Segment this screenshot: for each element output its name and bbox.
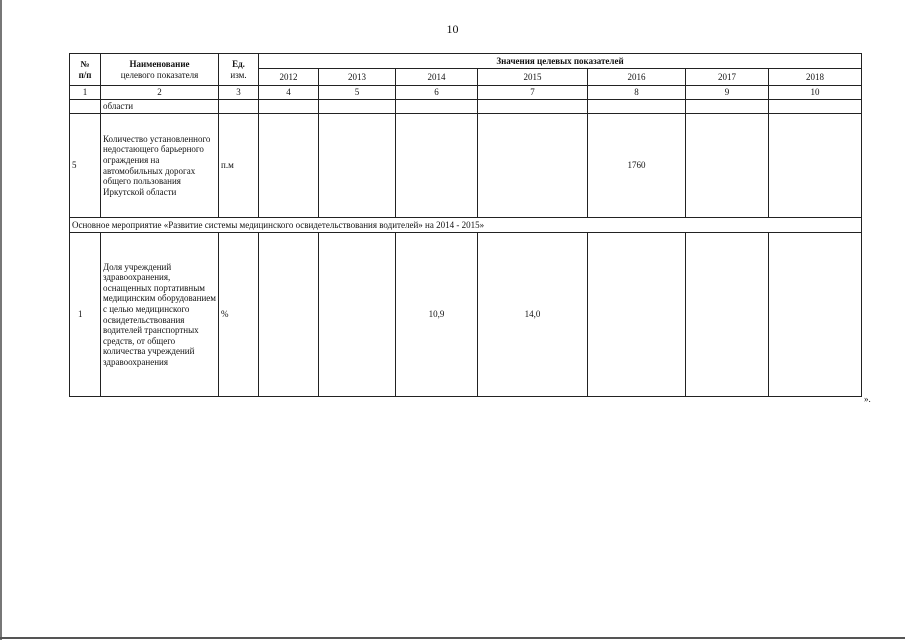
header-name-line1: Наименование bbox=[129, 58, 190, 69]
page-number: 10 bbox=[446, 22, 459, 36]
colnum-10: 10 bbox=[769, 86, 862, 100]
value-2017 bbox=[686, 114, 769, 218]
row-number: 5 bbox=[70, 114, 101, 218]
value-2013 bbox=[319, 233, 396, 397]
year-2017: 2017 bbox=[686, 69, 769, 86]
scan-bottom-edge bbox=[0, 637, 905, 639]
target-indicators-table bbox=[69, 53, 862, 397]
value-2018 bbox=[769, 114, 862, 218]
header-unit bbox=[219, 54, 259, 86]
row-number: 1 bbox=[70, 233, 101, 397]
indicator-unit: % bbox=[219, 233, 259, 397]
value-2013 bbox=[319, 114, 396, 218]
value-2016: 1760 bbox=[588, 114, 686, 218]
header-row-top bbox=[70, 54, 862, 69]
continuation-row bbox=[70, 100, 862, 114]
colnum-9: 9 bbox=[686, 86, 769, 100]
year-2013: 2013 bbox=[319, 69, 396, 86]
table-row bbox=[70, 114, 862, 218]
value-2015 bbox=[478, 114, 588, 218]
header-name-line2: целевого показателя bbox=[120, 69, 199, 80]
value-2014 bbox=[396, 114, 478, 218]
value-2012 bbox=[259, 233, 319, 397]
indicator-name: Количество установленного недостающего барьерного ограждения на автомобильных дорогах общего пользования Иркутской области bbox=[101, 114, 219, 218]
header-number bbox=[70, 54, 101, 86]
value-2018 bbox=[769, 233, 862, 397]
colnum-5: 5 bbox=[319, 86, 396, 100]
value-2016 bbox=[588, 233, 686, 397]
colnum-4: 4 bbox=[259, 86, 319, 100]
colnum-1: 1 bbox=[70, 86, 101, 100]
value-2012 bbox=[259, 114, 319, 218]
colnum-7: 7 bbox=[478, 86, 588, 100]
scan-left-edge bbox=[0, 0, 2, 640]
section-title: Основное мероприятие «Развитие системы медицинского освидетельствования водителей» на 2014 - 2015» bbox=[70, 218, 862, 233]
header-number-line2: п/п bbox=[78, 69, 92, 80]
closing-quote-mark: ». bbox=[864, 394, 871, 404]
value-2015: 14,0 bbox=[478, 233, 588, 397]
table-row bbox=[70, 233, 862, 397]
indicator-unit: п.м bbox=[219, 114, 259, 218]
value-2017 bbox=[686, 233, 769, 397]
section-row bbox=[70, 218, 862, 233]
value-2014: 10,9 bbox=[396, 233, 478, 397]
header-values-title: Значения целевых показателей bbox=[259, 54, 862, 69]
column-numbers-row bbox=[70, 86, 862, 100]
colnum-2: 2 bbox=[101, 86, 219, 100]
header-unit-line2: изм. bbox=[230, 69, 247, 80]
continuation-name: области bbox=[101, 100, 219, 114]
year-2012: 2012 bbox=[259, 69, 319, 86]
year-2014: 2014 bbox=[396, 69, 478, 86]
colnum-3: 3 bbox=[219, 86, 259, 100]
header-indicator-name bbox=[101, 54, 219, 86]
year-2018: 2018 bbox=[769, 69, 862, 86]
indicator-name: Доля учреждений здравоохранения, оснащенных портативным медицинским оборудованием с целью медицинского освидетельствования водителей транспортных средств, от общего количества учреждений здравоохранения bbox=[101, 233, 219, 397]
year-2016: 2016 bbox=[588, 69, 686, 86]
colnum-8: 8 bbox=[588, 86, 686, 100]
header-number-line1: № bbox=[80, 58, 90, 69]
header-unit-line1: Ед. bbox=[232, 58, 245, 69]
colnum-6: 6 bbox=[396, 86, 478, 100]
year-2015: 2015 bbox=[478, 69, 588, 86]
